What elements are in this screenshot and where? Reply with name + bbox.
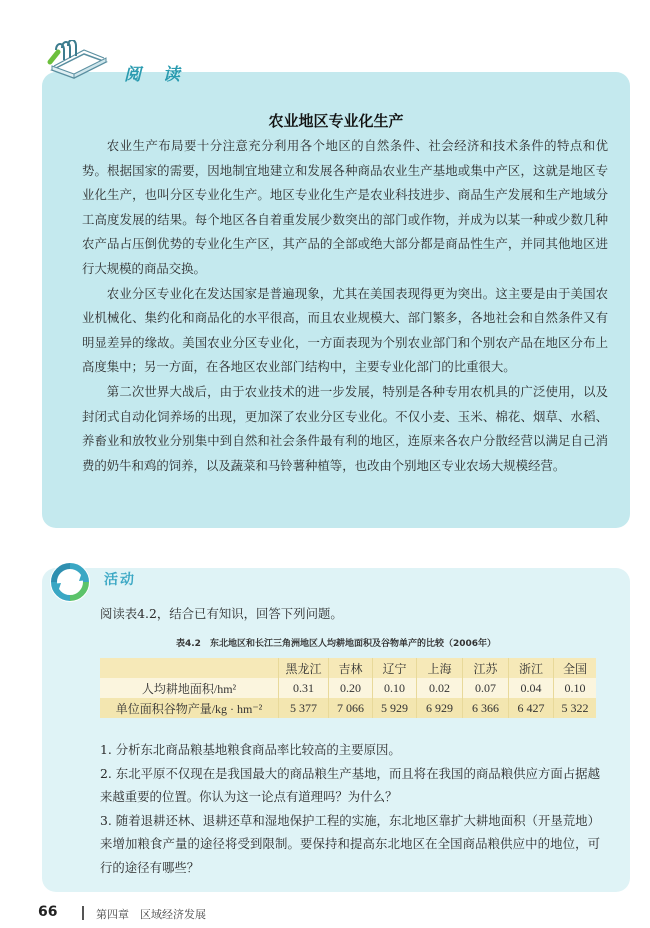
activity-label: 活动 xyxy=(104,572,136,588)
reading-paragraph: 农业分区专业化在发达国家是普遍现象，尤其在美国表现得更为突出。这主要是由于美国农业机械化、集约化和商品化的水平很高，而且农业规模大、部门繁多，各地社会和自然条件又有明显差异的缘故。美国农业分区专业化，一方面表现为个别农业部门和个别农产品在地区分布上高度集中；另一方面，在各地区农业部门结构中，主要专业化部门的比重很大。 xyxy=(82,285,608,375)
table-header-row xyxy=(100,658,596,678)
table-header-cell: 辽宁 xyxy=(373,658,417,678)
question-item: 3. 随着退耕还林、退耕还草和湿地保护工程的实施，东北地区靠扩大耕地面积（开垦荒地）来增加粮食产量的途径将受到限制。要保持和提高东北地区在全国商品粮供应中的地位，可行的途径有哪些？ xyxy=(100,812,600,875)
table-cell: 5 322 xyxy=(554,698,597,718)
footer-divider xyxy=(82,906,84,920)
table-row-label: 单位面积谷物产量/kg · hm⁻² xyxy=(100,698,279,718)
table-cell: 6 366 xyxy=(463,698,509,718)
table-row-label: 人均耕地面积/hm² xyxy=(100,678,279,698)
table-cell: 6 929 xyxy=(417,698,463,718)
chapter-title: 第四章 区域经济发展 xyxy=(96,908,206,921)
table-header-cell: 上海 xyxy=(417,658,463,678)
table-header-cell: 吉林 xyxy=(329,658,373,678)
table-cell: 0.07 xyxy=(463,678,509,698)
book-icon xyxy=(44,40,112,82)
activity-intro: 阅读表4.2，结合已有知识，回答下列问题。 xyxy=(100,606,343,621)
question-item: 2. 东北平原不仅现在是我国最大的商品粮生产基地，而且将在我国的商品粮供应方面占据越来越重要的位置。你认为这一论点有道理吗？为什么？ xyxy=(100,765,600,804)
table-corner-cell xyxy=(100,658,279,678)
table-caption: 表4.2 东北地区和长江三角洲地区人均耕地面积及谷物单产的比较（2006年） xyxy=(176,639,496,649)
table-cell: 0.20 xyxy=(329,678,373,698)
table-header-cell: 浙江 xyxy=(509,658,554,678)
reading-label: 阅 读 xyxy=(124,65,188,85)
table-cell: 5 377 xyxy=(279,698,329,718)
data-table xyxy=(100,658,596,718)
table-row xyxy=(100,698,596,718)
table-header-cell: 全国 xyxy=(554,658,597,678)
table-header-cell: 黑龙江 xyxy=(279,658,329,678)
table-cell: 6 427 xyxy=(509,698,554,718)
table-cell: 0.04 xyxy=(509,678,554,698)
activity-cycle-icon xyxy=(48,560,92,604)
table-row xyxy=(100,678,596,698)
reading-title: 农业地区专业化生产 xyxy=(268,112,404,130)
table-cell: 0.02 xyxy=(417,678,463,698)
page-number: 66 xyxy=(38,904,58,920)
table-header-cell: 江苏 xyxy=(463,658,509,678)
table-cell: 5 929 xyxy=(373,698,417,718)
reading-body xyxy=(82,134,608,478)
question-item: 1. 分析东北商品粮基地粮食商品率比较高的主要原因。 xyxy=(100,742,401,757)
question-list xyxy=(100,738,600,879)
reading-paragraph: 第二次世界大战后，由于农业技术的进一步发展，特别是各种专用农机具的广泛使用，以及封闭式自动化饲养场的出现，更加深了农业分区专业化。不仅小麦、玉米、棉花、烟草、水稻、养畜业和放牧业分别集中到自然和社会条件最有利的地区，连原来各农户分散经营以满足自己消费的奶牛和鸡的饲养，以及蔬菜和马铃薯种植等，也改由个别地区专业农场大规模经营。 xyxy=(82,383,608,473)
table-cell: 0.10 xyxy=(554,678,597,698)
table-cell: 0.10 xyxy=(373,678,417,698)
table-cell: 0.31 xyxy=(279,678,329,698)
reading-paragraph: 农业生产布局要十分注意充分利用各个地区的自然条件、社会经济和技术条件的特点和优势。根据国家的需要，因地制宜地建立和发展各种商品农业生产基地或集中产区，这就是地区专业化生产，也叫分区专业化生产。地区专业化生产是农业科技进步、商品生产发展和生产地域分工高度发展的结果。每个地区各自着重发展少数突出的部门或作物，并成为以某一种或少数几种农产品占压倒优势的专业化生产区，其产品的全部或绝大部分都是商品性生产，并同其他地区进行大规模的商品交换。 xyxy=(82,138,608,276)
table-cell: 7 066 xyxy=(329,698,373,718)
